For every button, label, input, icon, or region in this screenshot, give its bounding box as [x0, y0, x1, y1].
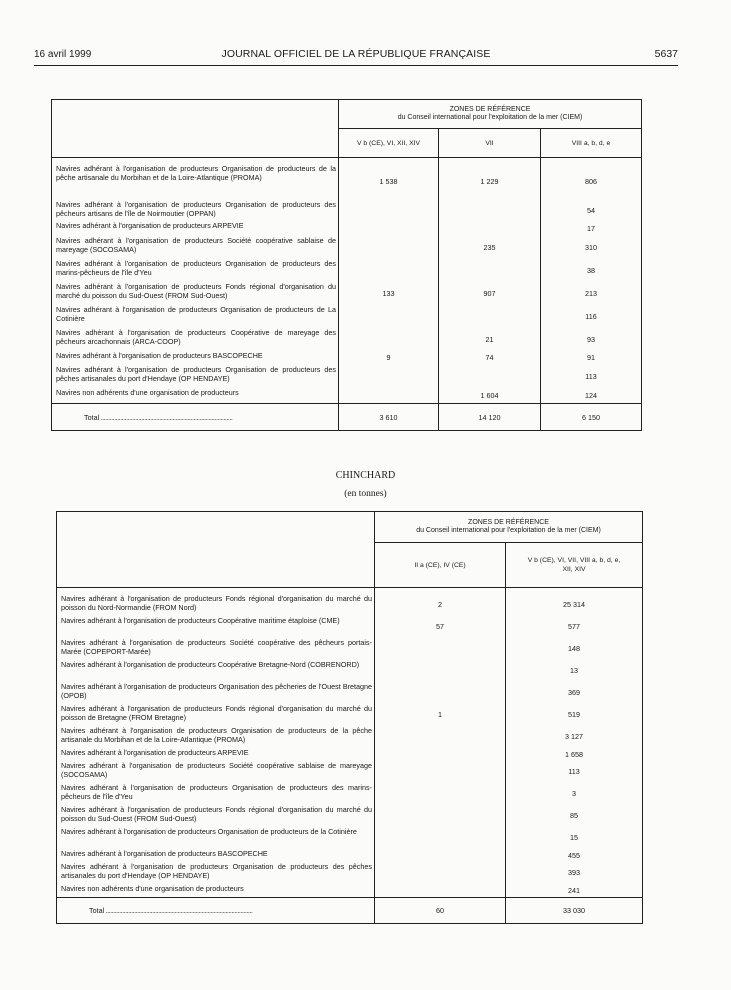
row-value	[439, 305, 540, 328]
row-value: 113	[585, 372, 597, 381]
row-value: 57	[436, 622, 444, 631]
row-value	[339, 365, 438, 388]
row-label: Navires adhérant à l'organisation de producteurs Fonds régional d'organisation du marché du poisson du Sud-Ouest (FROM Sud-Ouest)	[56, 282, 336, 300]
row-value: 806	[585, 177, 598, 186]
row-value: 93	[587, 335, 596, 344]
row-label: Navires adhérant à l'organisation de producteurs Organisation de producteurs de La Cotinière	[56, 305, 336, 323]
row-value	[339, 388, 438, 403]
table1-values-col	[439, 158, 541, 404]
leader-dots: ..................................................................................................	[104, 906, 253, 915]
row-value: 393	[568, 868, 580, 877]
row-label: Navires adhérant à l'organisation de producteurs BASCOPECHE	[56, 351, 263, 360]
page-header	[34, 47, 678, 67]
row-label: Navires adhérant à l'organisation de producteurs BASCOPECHE	[61, 849, 268, 858]
row-value: 113	[568, 767, 580, 776]
row-value	[339, 305, 438, 328]
table2-col-header: II a (CE), IV (CE)	[375, 543, 506, 588]
row-value	[375, 849, 505, 862]
table1-total-value: 14 120	[439, 404, 541, 431]
row-label: Navires adhérant à l'organisation de producteurs Société coopérative des pêcheurs portais-Marée (COPEPORT-Marée)	[61, 638, 372, 656]
row-label: Navires adhérant à l'organisation de producteurs Coopérative maritime étaploise (CME)	[61, 616, 340, 625]
row-value: 310	[585, 243, 598, 252]
table-zones-2	[56, 511, 643, 924]
row-value: 85	[570, 811, 578, 820]
row-label: Navires adhérant à l'organisation de producteurs Société coopérative sablaise de mareyage (SOCOSAMA)	[61, 761, 372, 779]
row-value: 1 604	[480, 391, 499, 400]
page-number: 5637	[654, 48, 678, 60]
row-label: Navires adhérant à l'organisation de producteurs Organisation de producteurs de la Cotinière	[61, 827, 357, 836]
row-value	[339, 259, 438, 282]
row-value	[375, 805, 505, 827]
row-value	[439, 200, 540, 221]
row-value	[339, 236, 438, 259]
row-value: 38	[587, 266, 596, 275]
table2-zones-header	[375, 512, 643, 543]
row-label: Navires adhérant à l'organisation de producteurs Organisation de producteurs de la pêche artisanale du Morbihan et de la Loire-Atlantique (PROMA)	[61, 726, 372, 744]
header-date: 16 avril 1999	[34, 49, 92, 60]
table2-total-value: 33 030	[506, 898, 643, 924]
row-label: Navires adhérant à l'organisation de producteurs Organisation de producteurs des pêches artisanales du port d'Hendaye (OP HENDAYE)	[56, 365, 336, 383]
row-value: 455	[568, 851, 580, 860]
row-label: Navires adhérant à l'organisation de producteurs ARPEVIE	[61, 748, 249, 757]
table1-col-header: VII	[439, 129, 541, 158]
row-label: Navires adhérant à l'organisation de producteurs Société coopérative sablaise de mareyage (SOCOSAMA)	[56, 236, 336, 254]
row-label: Navires adhérant à l'organisation de producteurs Organisation des pêcheries de l'Ouest Bretagne (OPOB)	[61, 682, 372, 700]
row-value: 13	[570, 666, 578, 675]
table1-zones-subtitle: du Conseil international pour l'exploitation de la mer (CIEM)	[397, 114, 583, 121]
row-value	[439, 365, 540, 388]
row-label: Navires adhérant à l'organisation de producteurs Organisation de producteurs des marins-pêcheurs de l'île d'Yeu	[61, 783, 372, 801]
row-value	[375, 726, 505, 748]
header-rule	[34, 65, 678, 66]
row-value	[375, 748, 505, 761]
table1-zones-header	[339, 100, 642, 129]
row-value: 235	[483, 243, 496, 252]
table1-labels	[52, 158, 339, 404]
table2-col-header: V b (CE), VI, VII, VIII a, b, d, e, XII, XIV	[506, 543, 643, 588]
table2-zones-subtitle: du Conseil international pour l'exploitation de la mer (CIEM)	[416, 527, 601, 534]
table1-total-value: 6 150	[541, 404, 642, 431]
row-value: 21	[485, 335, 494, 344]
row-value: 9	[386, 353, 391, 362]
row-label: Navires adhérant à l'organisation de producteurs Fonds régional d'organisation du marché du poisson du Sud-Ouest (FROM Sud-Ouest)	[61, 805, 372, 823]
row-value: 907	[483, 289, 496, 298]
table1-values-col	[339, 158, 439, 404]
row-value	[339, 200, 438, 221]
row-value	[439, 259, 540, 282]
row-value: 213	[585, 289, 598, 298]
table1-total-label	[52, 404, 339, 431]
row-value	[375, 783, 505, 805]
row-value: 1 229	[480, 177, 499, 186]
row-label: Navires non adhérents d'une organisation de producteurs	[56, 388, 239, 397]
table1-col-header: VIII a, b, d, e	[541, 129, 642, 158]
row-label: Navires adhérant à l'organisation de producteurs Organisation de producteurs des pêcheurs artisans de l'île de Noirmoutier (OPPAN)	[56, 200, 336, 218]
leader-dots: ........................................................................................	[99, 412, 233, 422]
row-value	[339, 221, 438, 236]
table2-total-value: 60	[375, 898, 506, 924]
table1-values-col	[541, 158, 642, 404]
table1-zones-title: ZONES DE RÉFÉRENCE	[449, 106, 531, 113]
row-value	[375, 862, 505, 884]
table2-labels	[57, 588, 375, 898]
row-value	[375, 682, 505, 704]
row-value: 1 538	[379, 177, 398, 186]
row-value: 15	[570, 833, 578, 842]
row-value: 133	[382, 289, 395, 298]
row-value: 17	[587, 224, 596, 233]
row-value	[375, 660, 505, 682]
row-value: 3	[572, 789, 576, 798]
row-value: 91	[587, 353, 596, 362]
row-value: 148	[568, 644, 580, 653]
table1-header-blank	[52, 100, 339, 158]
journal-title: JOURNAL OFFICIEL DE LA RÉPUBLIQUE FRANÇAISE	[221, 48, 491, 60]
row-value: 54	[587, 206, 596, 215]
section-title: CHINCHARD	[335, 470, 396, 481]
row-value: 577	[568, 622, 580, 631]
row-label: Navires adhérant à l'organisation de producteurs Organisation de producteurs des marins-pêcheurs de l'île d'Yeu	[56, 259, 336, 277]
total-label: Total	[89, 906, 105, 915]
row-value: 74	[485, 353, 494, 362]
row-value: 3 127	[565, 732, 583, 741]
row-value: 116	[585, 312, 597, 321]
row-value	[339, 328, 438, 351]
row-value	[375, 638, 505, 660]
row-value: 519	[568, 710, 580, 719]
table1-col-header: V b (CE), VI, XII, XIV	[339, 129, 439, 158]
row-label: Navires adhérant à l'organisation de producteurs Organisation de producteurs des pêches artisanales du port d'Hendaye (OP HENDAYE)	[61, 862, 372, 880]
section-unit: (en tonnes)	[344, 489, 387, 499]
row-label: Navires adhérant à l'organisation de producteurs Organisation de producteurs de la pêche artisanale du Morbihan et de la Loire-Atlantique (PROMA)	[56, 164, 336, 182]
table1-total-value: 3 610	[339, 404, 439, 431]
table2-header-blank	[57, 512, 375, 588]
row-value	[439, 221, 540, 236]
row-label: Navires adhérant à l'organisation de producteurs ARPEVIE	[56, 221, 244, 230]
row-label: Navires non adhérents d'une organisation de producteurs	[61, 884, 244, 893]
row-value	[375, 884, 505, 897]
row-label: Navires adhérant à l'organisation de producteurs Fonds régional d'organisation du marché du poisson du Nord-Normandie (FROM Nord)	[61, 594, 372, 612]
row-value: 2	[438, 600, 442, 609]
row-label: Navires adhérant à l'organisation de producteurs Fonds régional d'organisation du marché du poisson de Bretagne (FROM Bretagne)	[61, 704, 372, 722]
row-value	[375, 827, 505, 849]
table2-zones-title: ZONES DE RÉFÉRENCE	[468, 519, 549, 526]
row-label: Navires adhérant à l'organisation de producteurs Coopérative de mareyage des pêcheurs arcachonnais (ARCA-COOP)	[56, 328, 336, 346]
table2-values-col	[375, 588, 506, 898]
table-zones-1	[51, 99, 642, 431]
row-label: Navires adhérant à l'organisation de producteurs Coopérative Bretagne-Nord (COBRENORD)	[61, 660, 360, 669]
row-value: 369	[568, 688, 580, 697]
row-value	[375, 761, 505, 783]
row-value: 124	[585, 391, 598, 400]
row-value: 1 658	[565, 750, 583, 759]
table2-total-label	[57, 898, 375, 924]
table2-values-col	[506, 588, 643, 898]
row-value: 241	[568, 886, 580, 895]
row-value: 25 314	[563, 600, 585, 609]
row-value: 1	[438, 710, 442, 719]
total-label: Total	[84, 412, 100, 422]
